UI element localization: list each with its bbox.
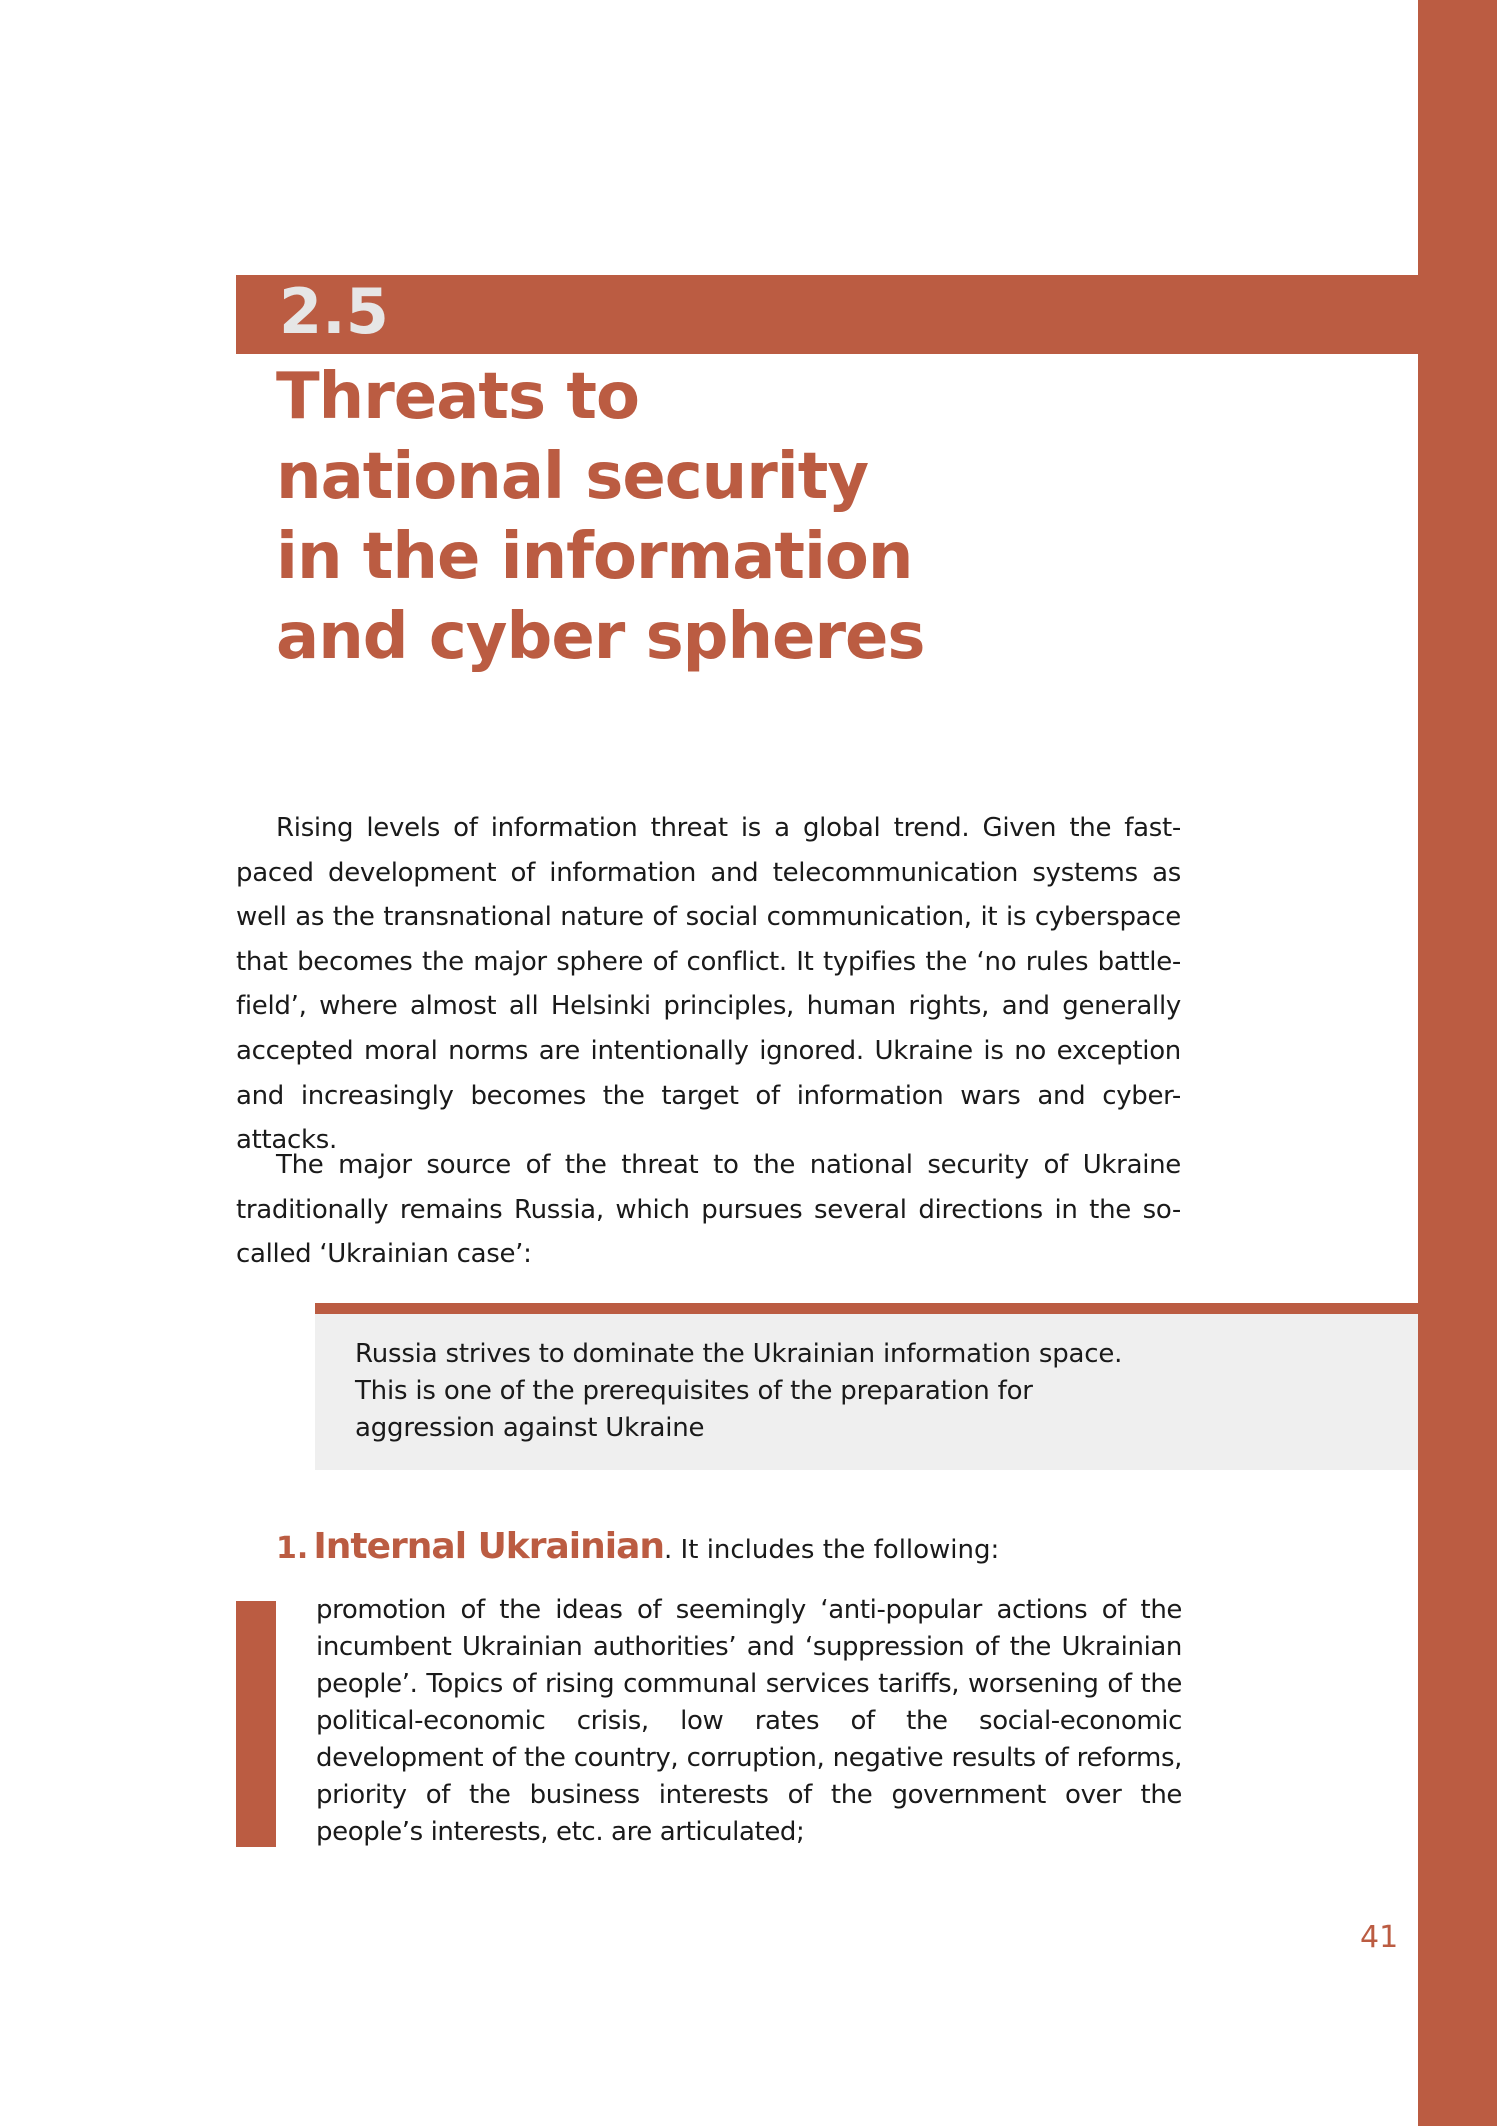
body-paragraph-1: Rising levels of information threat is a global trend. Given the fast-paced development of information and telecommunication systems as well as the transnational nature of social communication, it is cyberspace that becomes the major sphere of conflict. It typifies the ‘no rules battle-field’, where almost all Helsinki principles, human rights, and generally accepted moral norms are intentionally ignored. Ukraine is no exception and increasingly becomes the target of information wars and cyber-attacks.: [236, 813, 1181, 1156]
list-item-intro: . It includes the following:: [664, 1535, 1000, 1565]
section-title: Threats to national security in the information and cyber spheres: [276, 360, 925, 674]
body-paragraph-2: The major source of the threat to the national security of Ukraine traditionally remains Russia, which pursues several directions in the so-called ‘Ukrainian case’:: [236, 1150, 1181, 1270]
list-item-number: 1.: [276, 1531, 309, 1566]
callout-box: [315, 1303, 1418, 1470]
list-item-accent-bar: [236, 1601, 276, 1847]
callout-text: Russia strives to dominate the Ukrainian information space. This is one of the prerequisites of the preparation for aggression against Ukraine: [355, 1339, 1123, 1443]
section-header-band: [236, 275, 1418, 354]
list-item-heading: [276, 1522, 999, 1578]
list-item-text: promotion of the ideas of seemingly ‘anti-popular actions of the incumbent Ukrainian authorities’ and ‘suppression of the Ukrainian people’. Topics of rising communal services tariffs, worsening of the political-economic crisis, low rates of the social-economic development of the country, corruption, negative results of reforms, priority of the business interests of the government over the people’s interests, etc. are articulated;: [316, 1595, 1182, 1847]
list-item-name: Internal Ukrainian: [313, 1526, 665, 1567]
section-number: 2.5: [279, 275, 389, 348]
right-edge-stripe: [1418, 0, 1497, 2126]
page-number: 41: [1360, 1920, 1399, 1955]
